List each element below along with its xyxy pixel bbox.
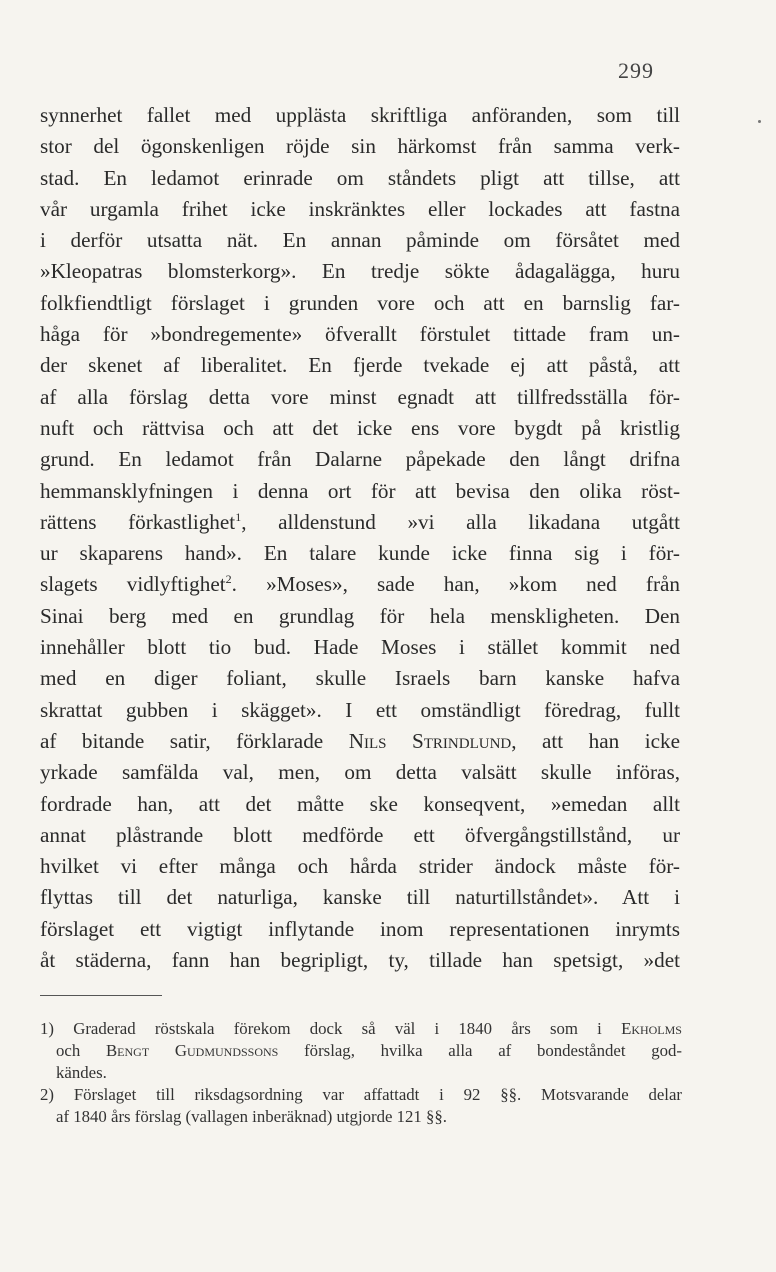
text-line: af alla förslag detta vore minst egnadt att tillfredsställa för- [40,384,680,409]
text-segment: . »Moses», sade han, »kom ned från [231,572,680,597]
text-line: »Kleopatras blomsterkorg». En tredje sökte ådagalägga, huru [40,259,680,284]
page-number: 299 [618,58,654,83]
text-line: stad. En ledamot erinrade om ståndets pligt att tillse, att [40,165,680,190]
text-line: hemmansklyfningen i denna ort för att bevisa den olika röst- [40,478,680,503]
text-segment: af bitande satir, förklarade [40,728,324,753]
text-line: stor del ögonskenligen röjde sin härkomst från samma verk- [40,134,680,159]
body-text [40,100,680,976]
text-segment: , alldenstund »vi alla likadana utgått [241,509,681,534]
text-line: vår urgamla frihet icke inskränktes eller lockades att fastna [40,196,680,221]
text-line: grund. En ledamot från Dalarne påpekade den långt drifna [40,447,680,472]
text-line: åt städerna, fann han begripligt, ty, tillade han spetsigt, »det [40,948,680,973]
footnotes [40,1018,683,1128]
text-segment: rättens förkastlighet [40,509,236,534]
footnote-text: och [56,1041,81,1060]
text-line: i derför utsatta nät. En annan påminde om försåtet med [40,228,680,253]
person-name: Bengt Gudmundssons [105,1041,279,1060]
footnote-text: förslag, hvilka alla af bondeståndet god- [304,1041,683,1060]
footnote-1-line: kändes. [56,1063,107,1082]
text-line [40,507,680,538]
text-line: Sinai berg med en grundlag för hela menskligheten. Den [40,603,680,628]
footnote-2-line: af 1840 års förslag (vallagen inberäknad) utgjorde 121 §§. [56,1107,447,1126]
footnote-mark: 1) [40,1019,54,1038]
footnote-text: Förslaget till riksdagsordning var affattadt i 92 §§. Motsvarande delar [73,1085,682,1104]
text-line: flyttas till det naturliga, kanske till naturtillståndet». Att i [40,885,680,910]
footnote-divider [40,995,162,996]
text-line: der skenet af liberalitet. En fjerde tvekade ej att påstå, att [40,353,680,378]
text-line: yrkade samfälda val, men, om detta valsätt skulle införas, [40,760,680,785]
text-line: med en diger foliant, skulle Israels barn kanske hafva [40,666,680,691]
text-line [40,569,680,600]
text-line: folkfiendtligt förslaget i grunden vore och att en barnslig far- [40,290,680,315]
footnote-text: Graderad röstskala förekom dock så väl i 1840 års som i [73,1019,602,1038]
text-line: förslaget ett vigtigt inflytande inom representationen inrymts [40,916,680,941]
footnote-ref: 2 [225,572,232,587]
footnote-1-line [40,1018,682,1040]
footnote-mark: 2) [40,1085,54,1104]
scan-speck [758,120,761,123]
text-line: fordrade han, att det måtte ske konseqvent, »emedan allt [40,791,680,816]
text-line: annat plåstrande blott medförde ett öfvergångstillstånd, ur [40,822,680,847]
text-line: synnerhet fallet med upplästa skriftliga anföranden, som till [40,103,680,127]
text-line: hvilket vi efter många och hårda strider ändock måste för- [40,854,680,879]
text-line: skrattat gubben i skägget». I ett omständligt föredrag, fullt [40,697,680,722]
footnote-2-line [40,1084,682,1106]
footnote-1-line [56,1040,682,1062]
text-line: innehåller blott tio bud. Hade Moses i stället kommit ned [40,635,680,660]
person-name: Ekholms [621,1019,682,1038]
footnote-ref: 1 [235,509,242,524]
text-line: håga för »bondregemente» öfverallt förstulet tittade fram un- [40,322,680,347]
person-name: Nils Strindlund [348,728,512,753]
text-line [40,726,680,757]
text-line: ur skaparens hand». En talare kunde icke finna sig i för- [40,541,680,566]
text-segment: slagets vidlyftighet [40,572,226,597]
text-segment: , att han icke [511,728,681,753]
text-line: nuft och rättvisa och att det icke ens vore bygdt på kristlig [40,415,680,440]
